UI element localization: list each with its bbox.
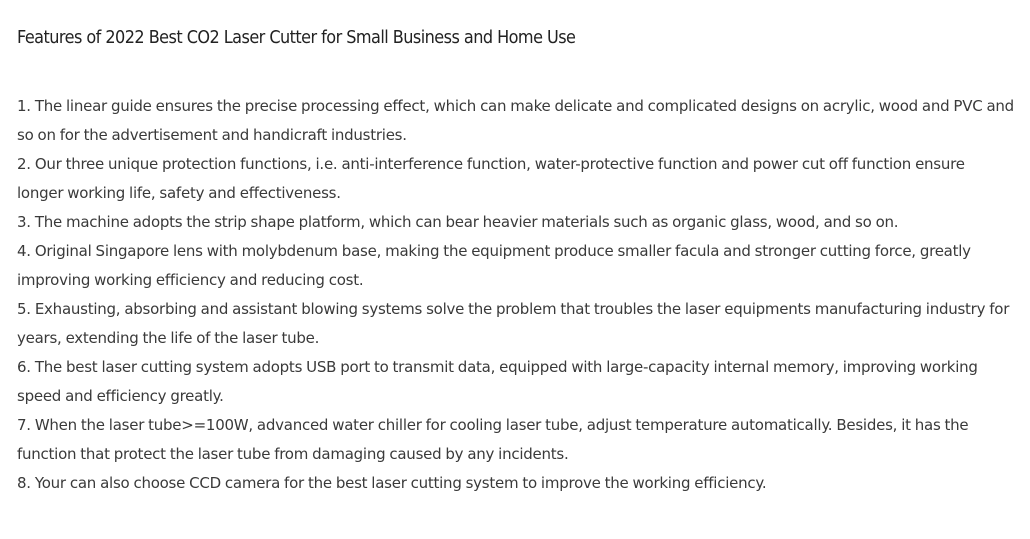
- feature-item-8: 8. Your can also choose CCD camera for the best laser cutting system to improve the working efficiency.: [17, 474, 767, 492]
- feature-item-7: 7. When the laser tube>=100W, advanced water chiller for cooling laser tube, adjust temperature automatically. Besides, it has the function that protect the laser tube from damaging caused by any incidents.: [17, 416, 969, 463]
- feature-item-2: 2. Our three unique protection functions, i.e. anti-interference function, water-protective function and power cut off function ensure longer working life, safety and effectiveness.: [17, 155, 965, 202]
- feature-item-4: 4. Original Singapore lens with molybdenum base, making the equipment produce smaller facula and stronger cutting force, greatly improving working efficiency and reducing cost.: [17, 242, 971, 289]
- feature-list: [17, 92, 1014, 498]
- feature-item-6: 6. The best laser cutting system adopts USB port to transmit data, equipped with large-capacity internal memory, improving working speed and efficiency greatly.: [17, 358, 978, 405]
- feature-item-1: 1. The linear guide ensures the precise processing effect, which can make delicate and complicated designs on acrylic, wood and PVC and so on for the advertisement and handicraft industries.: [17, 97, 1014, 144]
- feature-item-5: 5. Exhausting, absorbing and assistant blowing systems solve the problem that troubles the laser equipments manufacturing industry for years, extending the life of the laser tube.: [17, 300, 1010, 347]
- feature-item-3: 3. The machine adopts the strip shape platform, which can bear heavier materials such as organic glass, wood, and so on.: [17, 213, 899, 231]
- section-title: Features of 2022 Best CO2 Laser Cutter for Small Business and Home Use: [17, 28, 576, 48]
